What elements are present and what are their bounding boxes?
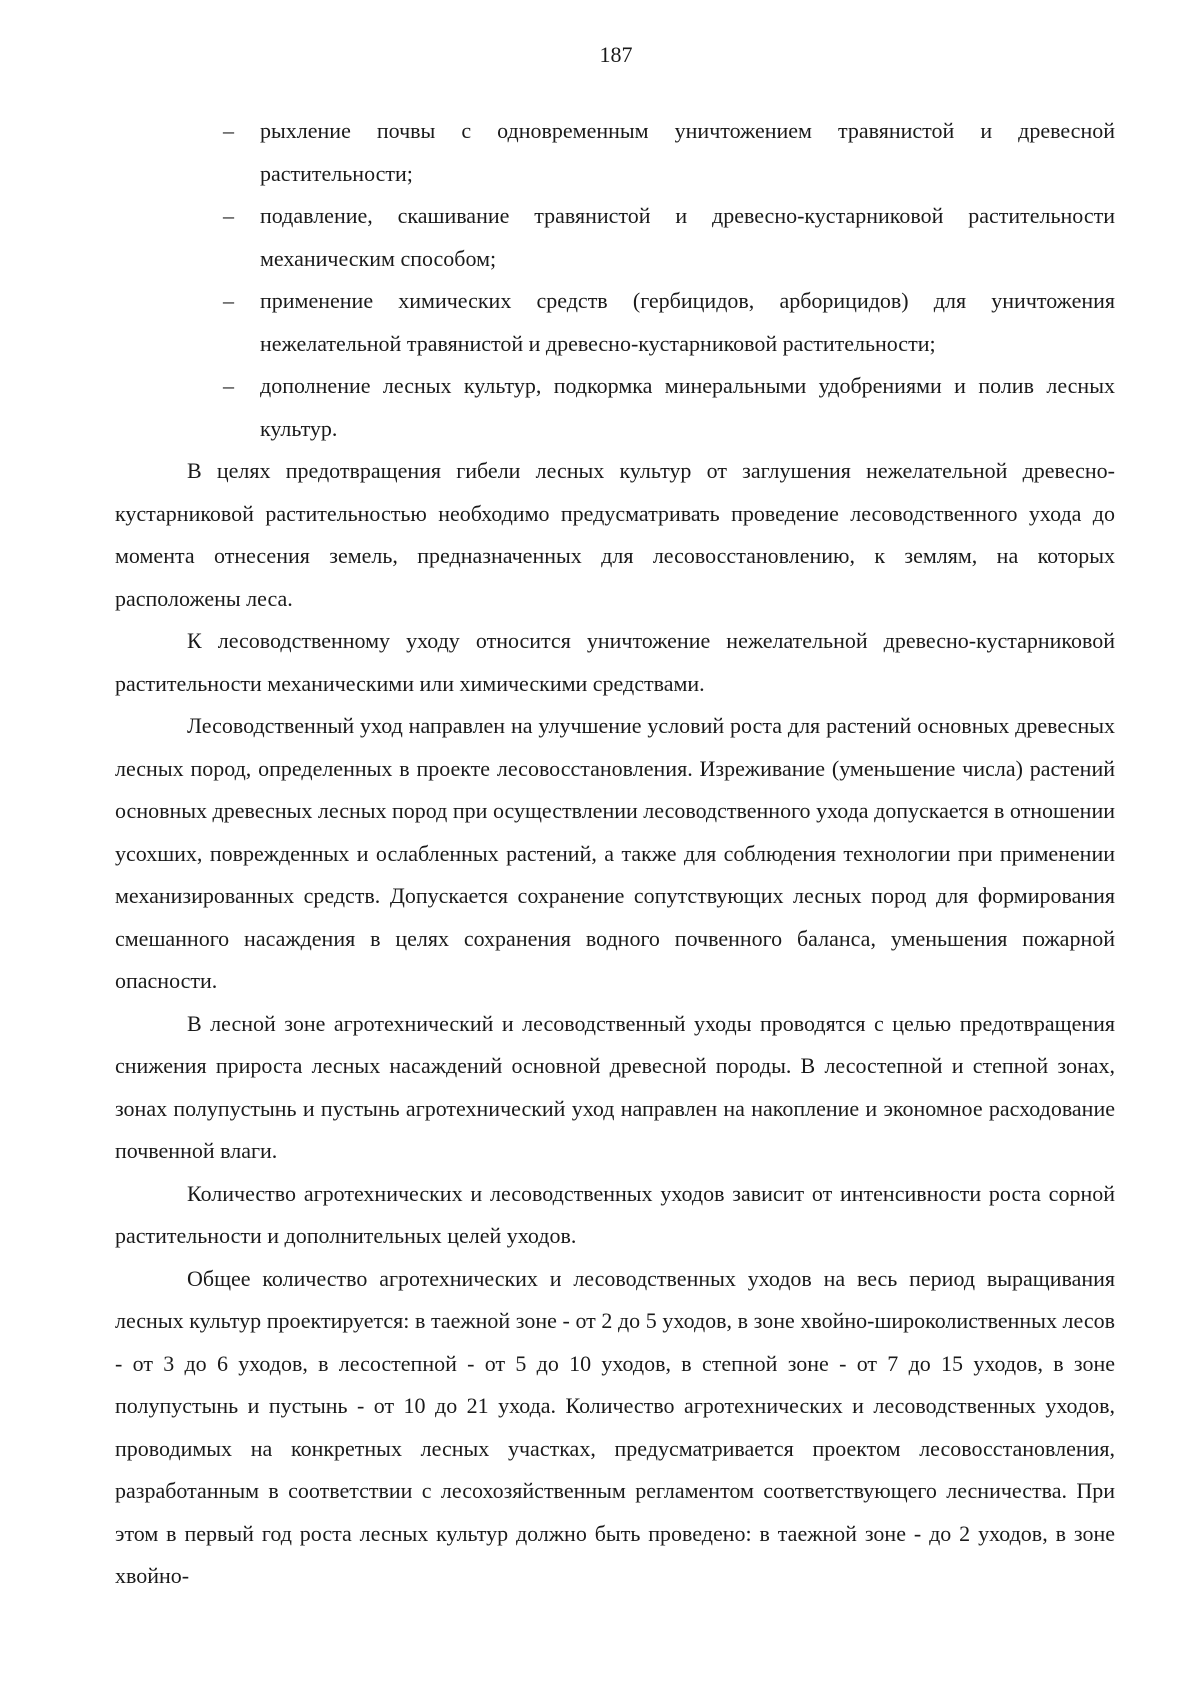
list-item <box>115 110 1115 195</box>
paragraph: В лесной зоне агротехнический и лесоводственный уходы проводятся с целью предотвращения снижения прироста лесных насаждений основной древесной породы. В лесостепной и степной зонах, зонах полупустынь и пустынь агротехнический уход направлен на накопление и экономное расходование почвенной влаги. <box>115 1010 1115 1163</box>
list-item <box>115 280 1115 365</box>
list-item <box>115 365 1115 450</box>
list-item-text: рыхление почвы с одновременным уничтожением травянистой и древесной растительности; <box>260 118 1115 186</box>
list-item-text: дополнение лесных культур, подкормка минеральными удобрениями и полив лесных культур. <box>260 373 1115 441</box>
list-dash: – <box>223 203 234 228</box>
page-content <box>115 110 1115 1598</box>
list-item-text: применение химических средств (гербицидов, арборицидов) для уничтожения нежелательной травянистой и древесно-кустарниковой растительности; <box>260 288 1115 356</box>
paragraph: В целях предотвращения гибели лесных культур от заглушения нежелательной древесно-кустарниковой растительностью необходимо предусматривать проведение лесоводственного ухода до момента отнесения земель, предназначенных для лесовосстановлению, к землям, на которых расположены леса. <box>115 458 1115 611</box>
paragraph: Лесоводственный уход направлен на улучшение условий роста для растений основных древесных лесных пород, определенных в проекте лесовосстановления. Изреживание (уменьшение числа) растений основных древесных лесных пород при осуществлении лесоводственного ухода допускается в отношении усохших, поврежденных и ослабленных растений, а также для соблюдения технологии при применении механизированных средств. Допускается сохранение сопутствующих лесных пород для формирования смешанного насаждения в целях сохранения водного почвенного баланса, уменьшения пожарной опасности. <box>115 713 1115 993</box>
list-dash: – <box>223 373 234 398</box>
list-item <box>115 195 1115 280</box>
list-dash: – <box>223 288 234 313</box>
measures-list <box>115 110 1115 450</box>
paragraph: К лесоводственному уходу относится уничтожение нежелательной древесно-кустарниковой растительности механическими или химическими средствами. <box>115 628 1115 696</box>
page-number: 187 <box>599 42 633 67</box>
list-dash: – <box>223 118 234 143</box>
paragraph: Общее количество агротехнических и лесоводственных уходов на весь период выращивания лесных культур проектируется: в таежной зоне - от 2 до 5 уходов, в зоне хвойно-широколиственных лесов - от 3 до 6 уходов, в лесостепной - от 5 до 10 уходов, в степной зоне - от 7 до 15 уходов, в зоне полупустынь и пустынь - от 10 до 21 ухода. Количество агротехнических и лесоводственных уходов, проводимых на конкретных лесных участках, предусматривается проектом лесовосстановления, разработанным в соответствии с лесохозяйственным регламентом соответствующего лесничества. При этом в первый год роста лесных культур должно быть проведено: в таежной зоне - до 2 уходов, в зоне хвойно- <box>115 1265 1115 1588</box>
paragraph: Количество агротехнических и лесоводственных уходов зависит от интенсивности роста сорной растительности и дополнительных целей уходов. <box>115 1180 1115 1248</box>
list-item-text: подавление, скашивание травянистой и древесно-кустарниковой растительности механическим способом; <box>260 203 1115 271</box>
